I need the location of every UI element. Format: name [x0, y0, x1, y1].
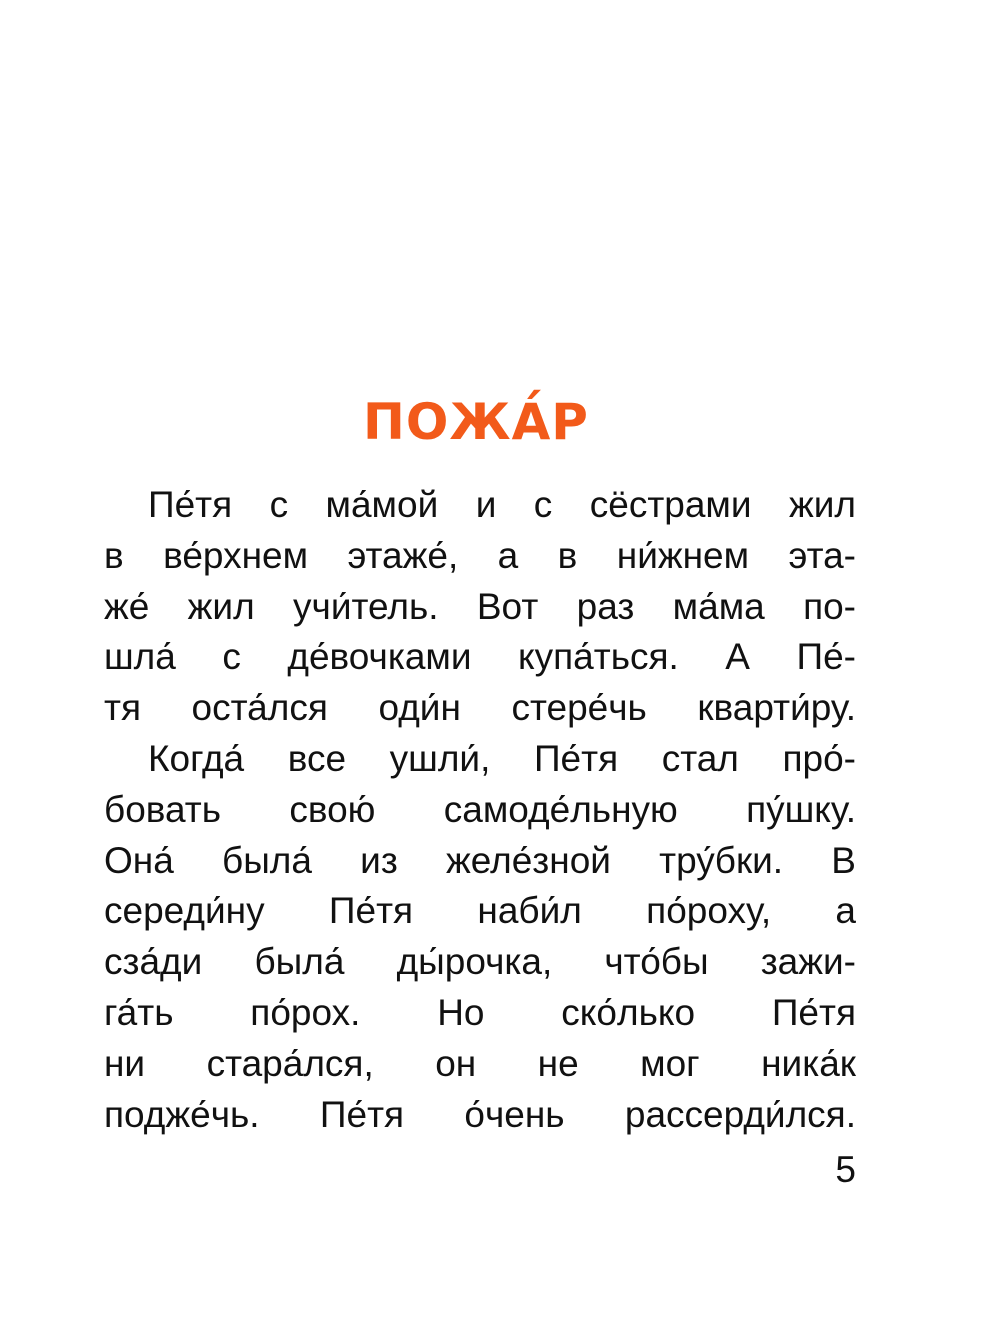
text-line: га́ть по́рох. Но ско́лько Пе́тя: [104, 991, 856, 1033]
story-text: [104, 480, 856, 1140]
text-line: ни стара́лся, он не мог ника́к: [104, 1042, 856, 1084]
text-line: же́ жил учи́тель. Вот раз ма́ма по-: [104, 585, 856, 627]
chapter-title: ПОЖА́Р: [363, 393, 589, 451]
text-line: бовать свою́ самоде́льную пу́шку.: [104, 788, 856, 830]
text-line: в ве́рхнем этаже́, а в ни́жнем эта-: [104, 534, 856, 576]
text-line: Пе́тя с ма́мой и с сёстрами жил: [148, 484, 856, 525]
text-line: подже́чь. Пе́тя о́чень рассерди́лся.: [104, 1093, 856, 1135]
text-line: середи́ну Пе́тя наби́л по́роху, а: [104, 890, 856, 932]
text-line: Когда́ все ушли́, Пе́тя стал про́-: [148, 737, 856, 779]
text-line: шла́ с де́вочками купа́ться. А Пе́-: [104, 636, 856, 678]
text-line: тя оста́лся оди́н стере́чь кварти́ру.: [104, 687, 856, 729]
text-line: Она́ была́ из желе́зной тру́бки. В: [104, 839, 856, 881]
text-line: сза́ди была́ ды́рочка, что́бы зажи-: [104, 941, 856, 983]
page-number: 5: [835, 1149, 856, 1190]
